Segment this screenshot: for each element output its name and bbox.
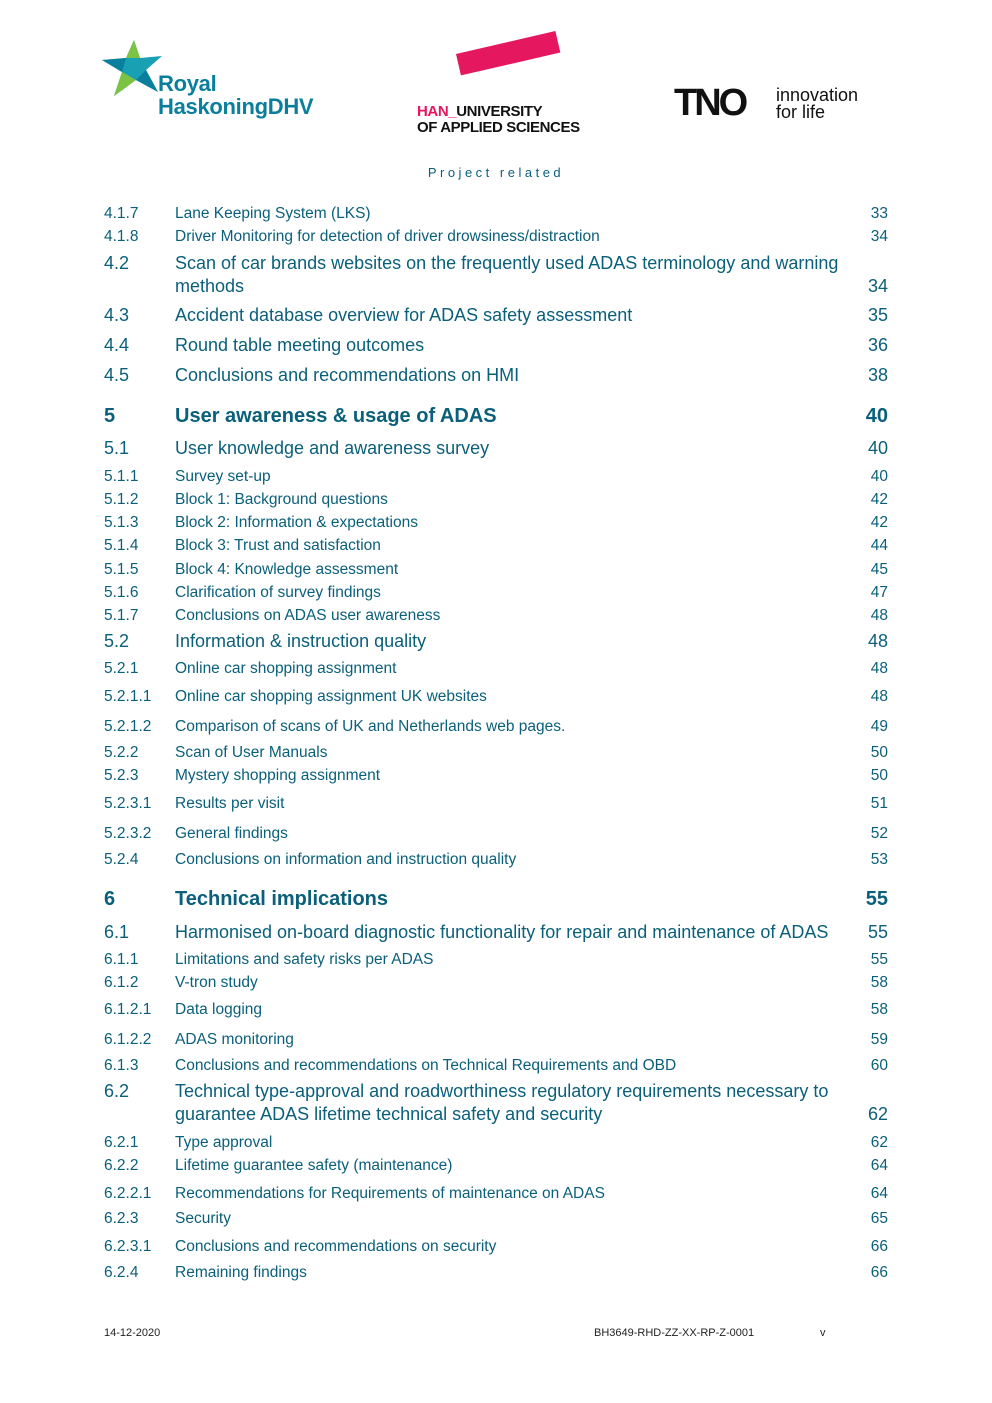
toc-entry-page: 66 xyxy=(870,1238,888,1255)
toc-entry-page: 64 xyxy=(870,1185,888,1202)
han-line2: OF APPLIED SCIENCES xyxy=(417,119,580,136)
toc-entry-number: 6.1.3 xyxy=(104,1057,139,1074)
toc-entry-title[interactable]: Technical implications xyxy=(175,888,389,910)
toc-entry-page: 58 xyxy=(870,1001,888,1018)
toc-entry-page: 53 xyxy=(870,851,888,868)
toc-entry-number: 5.1.3 xyxy=(104,514,139,531)
toc-entry-title[interactable]: Mystery shopping assignment xyxy=(175,767,381,784)
toc-entry-number: 5.1 xyxy=(104,438,130,458)
tno-tagline-2: for life xyxy=(776,102,826,122)
toc-entry-number: 5.1.6 xyxy=(104,584,139,601)
toc-entry-title[interactable]: Data logging xyxy=(175,1001,263,1018)
toc-entry-number: 4.1.8 xyxy=(104,228,139,245)
toc-entry-number: 6.1 xyxy=(104,922,130,942)
toc-entry-title[interactable]: Scan of User Manuals xyxy=(175,744,328,761)
toc-entry-number: 6.2.1 xyxy=(104,1134,139,1151)
toc-entry-number: 6.2 xyxy=(104,1081,130,1101)
toc-entry-title[interactable]: Technical type-approval and roadworthiness regulatory requirements necessary to guarantee ADAS lifetime technical safety and security xyxy=(175,1081,829,1124)
toc-entry-number: 5.1.4 xyxy=(104,537,139,554)
footer-doc-ref: BH3649-RHD-ZZ-XX-RP-Z-0001 xyxy=(594,1327,755,1339)
han-logo xyxy=(416,40,586,140)
toc-entry-page: 40 xyxy=(870,468,888,485)
han-bar-mark xyxy=(456,31,560,75)
toc-entry-page: 38 xyxy=(867,365,888,385)
toc-entry-number: 5 xyxy=(104,405,116,427)
toc-entry-page: 48 xyxy=(867,631,888,651)
footer-page-number: v xyxy=(820,1327,826,1339)
toc-entry-title[interactable]: User knowledge and awareness survey xyxy=(175,438,490,458)
toc-entry-title[interactable]: Online car shopping assignment xyxy=(175,660,397,677)
toc-entry-title[interactable]: Driver Monitoring for detection of driver drowsiness/distraction xyxy=(175,228,600,245)
toc-entry-number: 6.1.1 xyxy=(104,951,139,968)
toc-entry-title[interactable]: Scan of car brands websites on the frequently used ADAS terminology and warning methods xyxy=(175,253,839,296)
toc-entry-number: 6.2.2.1 xyxy=(104,1185,152,1202)
toc-entry-page: 48 xyxy=(870,607,888,624)
toc-entry-title[interactable]: Conclusions on information and instruction quality xyxy=(175,851,517,868)
toc-entry-page: 62 xyxy=(870,1134,888,1151)
toc-entry-number: 6.2.3 xyxy=(104,1210,139,1227)
toc-entry-page: 52 xyxy=(870,825,888,842)
toc-entry-number: 5.2.4 xyxy=(104,851,139,868)
toc-entry-number: 4.5 xyxy=(104,365,130,385)
toc-entry-number: 5.1.5 xyxy=(104,561,139,578)
rhdhv-line2: HaskoningDHV xyxy=(158,94,314,119)
tno-logo xyxy=(674,84,894,128)
toc-entry-number: 5.2.3.2 xyxy=(104,825,152,842)
toc-entry-number: 5.2.2 xyxy=(104,744,139,761)
toc-entry-title[interactable]: Recommendations for Requirements of maintenance on ADAS xyxy=(175,1185,605,1202)
toc-entry-page: 33 xyxy=(870,205,888,222)
toc-entry-page: 64 xyxy=(870,1157,888,1174)
toc-entry-title[interactable]: Conclusions and recommendations on security xyxy=(175,1238,497,1255)
toc-entry-number: 6.2.3.1 xyxy=(104,1238,152,1255)
toc-entry-page: 66 xyxy=(870,1264,888,1281)
toc-entry-page: 60 xyxy=(870,1057,888,1074)
toc-entry-page: 65 xyxy=(870,1210,888,1227)
toc-entry-title[interactable]: Online car shopping assignment UK websites xyxy=(175,688,487,705)
toc-entry-number: 4.1.7 xyxy=(104,205,139,222)
toc-entry-title[interactable]: Block 2: Information & expectations xyxy=(175,514,418,531)
toc-entry-page: 36 xyxy=(867,335,888,355)
toc-entry-page: 47 xyxy=(870,584,888,601)
toc-entry-number: 6.2.4 xyxy=(104,1264,139,1281)
toc-entry-page: 50 xyxy=(870,744,888,761)
toc-entry-page: 51 xyxy=(870,795,888,812)
toc-entry-title[interactable]: Harmonised on-board diagnostic functionality for repair and maintenance of ADAS xyxy=(175,922,829,942)
toc-entry-page: 34 xyxy=(867,276,888,296)
toc-entry-number: 4.3 xyxy=(104,305,130,325)
toc-entry-number: 5.2.1.2 xyxy=(104,718,152,735)
toc-entry-title[interactable]: Conclusions and recommendations on Technical Requirements and OBD xyxy=(175,1057,677,1074)
toc-entry-page: 40 xyxy=(865,405,888,427)
toc-entry-page: 44 xyxy=(870,537,888,554)
rhdhv-line1: Royal xyxy=(158,71,217,96)
toc-entry-title[interactable]: Results per visit xyxy=(175,795,285,812)
toc-entry-page: 35 xyxy=(867,305,888,325)
toc-entry-title[interactable]: Remaining findings xyxy=(175,1264,307,1281)
toc-entry-number: 6 xyxy=(104,888,116,910)
toc-entry-title[interactable]: Block 1: Background questions xyxy=(175,491,388,508)
toc-entry-number: 5.2.3.1 xyxy=(104,795,152,812)
han-line1: UNIVERSITY xyxy=(456,103,543,120)
toc-entry-page: 55 xyxy=(865,888,888,910)
toc-entry-number: 5.1.2 xyxy=(104,491,139,508)
toc-entry-number: 6.1.2 xyxy=(104,974,139,991)
toc-entry-title[interactable]: Conclusions and recommendations on HMI xyxy=(175,365,520,385)
toc-entry-title[interactable]: Lifetime guarantee safety (maintenance) xyxy=(175,1157,453,1174)
toc-entry-number: 5.1.7 xyxy=(104,607,139,624)
toc-entry-page: 48 xyxy=(870,688,888,705)
toc-entry-title[interactable]: Information & instruction quality xyxy=(175,631,427,651)
toc-entry-page: 50 xyxy=(870,767,888,784)
toc-entry-page: 40 xyxy=(867,438,888,458)
toc-entry-title[interactable]: Lane Keeping System (LKS) xyxy=(175,205,371,222)
toc-entry-number: 6.1.2.1 xyxy=(104,1001,152,1018)
toc-entry-page: 58 xyxy=(870,974,888,991)
toc-entry-page: 42 xyxy=(870,491,888,508)
toc-entry-number: 4.2 xyxy=(104,253,130,273)
toc-entry-title[interactable]: Comparison of scans of UK and Netherlands web pages. xyxy=(175,718,566,735)
toc-entry-page: 42 xyxy=(870,514,888,531)
toc-entry-number: 5.2.1.1 xyxy=(104,688,152,705)
toc-entry-title[interactable]: General findings xyxy=(175,825,288,842)
toc-entry-page: 48 xyxy=(870,660,888,677)
toc-entry-page: 34 xyxy=(870,228,888,245)
toc-entry-title[interactable]: User awareness & usage of ADAS xyxy=(175,405,497,427)
tno-tagline-1: innovation xyxy=(776,85,859,105)
toc-entry-number: 5.2.1 xyxy=(104,660,139,677)
toc-entry-title[interactable]: Limitations and safety risks per ADAS xyxy=(175,951,434,968)
toc-entry-number: 4.4 xyxy=(104,335,130,355)
toc-entry-page: 49 xyxy=(870,718,888,735)
toc-entry-number: 6.2.2 xyxy=(104,1157,139,1174)
footer-date: 14-12-2020 xyxy=(104,1327,161,1339)
toc-entry-title[interactable]: Type approval xyxy=(175,1134,273,1151)
toc-entry-title[interactable]: V-tron study xyxy=(175,974,258,991)
toc-entry-number: 6.1.2.2 xyxy=(104,1031,152,1048)
toc-entry-number: 5.2.3 xyxy=(104,767,139,784)
toc-entry-number: 5.1.1 xyxy=(104,468,139,485)
toc-entry-title[interactable]: Accident database overview for ADAS safety assessment xyxy=(175,305,633,325)
toc-entry-title[interactable]: Survey set-up xyxy=(175,468,271,485)
header-label: Project related xyxy=(427,165,565,180)
toc-entry-title[interactable]: ADAS monitoring xyxy=(175,1031,294,1048)
royal-haskoningdhv-logo xyxy=(100,38,340,122)
toc-entry-page: 55 xyxy=(867,922,888,942)
toc-entry-title[interactable]: Block 4: Knowledge assessment xyxy=(175,561,399,578)
toc-entry-page: 55 xyxy=(870,951,888,968)
toc-entry-title[interactable]: Clarification of survey findings xyxy=(175,584,381,601)
toc-entry-page: 59 xyxy=(870,1031,888,1048)
tno-mark: TNO xyxy=(674,82,746,124)
toc-entry-title[interactable]: Round table meeting outcomes xyxy=(175,335,425,355)
toc-entry-page: 62 xyxy=(867,1104,888,1124)
han-accent: HAN_ xyxy=(417,103,457,120)
toc-entry-page: 45 xyxy=(870,561,888,578)
toc-entry-title[interactable]: Conclusions on ADAS user awareness xyxy=(175,607,441,624)
toc-entry-title[interactable]: Block 3: Trust and satisfaction xyxy=(175,537,381,554)
toc-entry-number: 5.2 xyxy=(104,631,130,651)
toc-entry-title[interactable]: Security xyxy=(175,1210,231,1227)
